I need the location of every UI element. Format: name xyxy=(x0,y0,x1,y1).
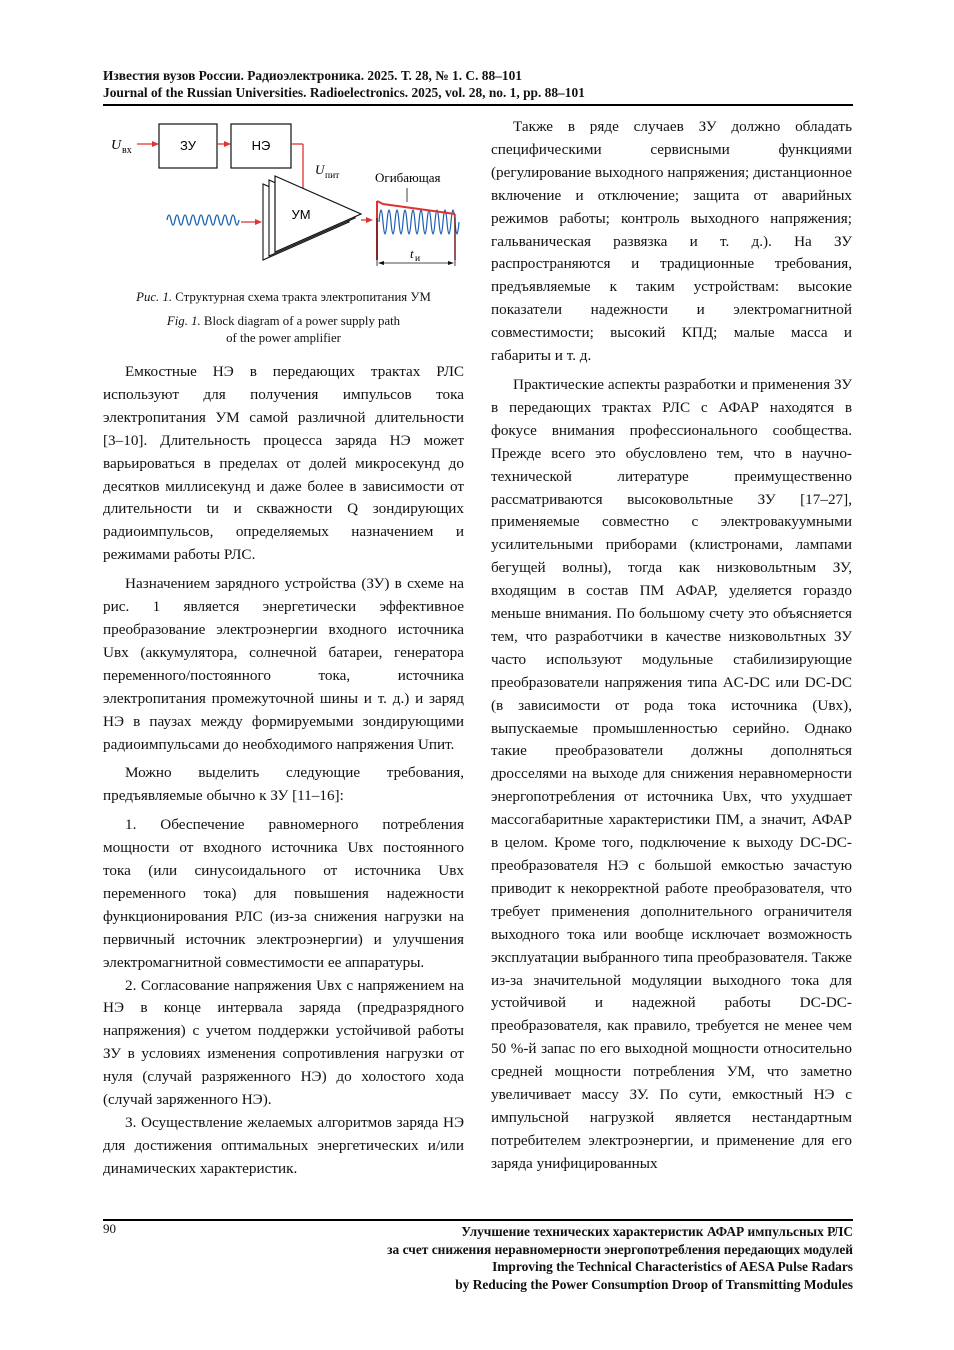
label-envelope: Огибающая xyxy=(375,170,441,185)
svg-text:ЗУ: ЗУ xyxy=(180,138,196,153)
page-number: 90 xyxy=(103,1221,116,1236)
svg-text:УМ: УМ xyxy=(291,207,311,222)
paragraph: 2. Согласование напряжения Uвх с напряжением на НЭ в конце интервала заряда (предразрядного напряжения) с учетом поддержки устойчивой работы ЗУ в условиях изменения сопротивления нагрузки от нуля (случай разряженного НЭ) до холостого хода (случай заряженного НЭ). xyxy=(103,976,464,1109)
label-upit-sub: пит xyxy=(325,171,340,181)
left-column xyxy=(103,361,464,1187)
running-header xyxy=(103,67,853,101)
label-uvx-sub: вх xyxy=(122,145,132,156)
header-en: Journal of the Russian Universities. Radioelectronics. 2025, vol. 28, no. 1, pp. 88–101 xyxy=(103,85,585,100)
footer-rule xyxy=(103,1219,853,1221)
paragraph: 1. Обеспечение равномерного потребления мощности от входного источника Uвх постоянного тока (или синусоидального от источника Uвх переменного тока) для повышения надежности функционирования РЛС (из-за снижения нагрузки на первичный источник электроэнергии) и улучшения электромагнитной совместимости ее аппаратуры. xyxy=(103,816,464,971)
paragraph: Практические аспекты разработки и применения ЗУ в передающих трактах РЛС с АФАР находятся в фокусе внимания профессионального сообщества. Прежде всего это обусловлено тем, что в научно-технической литературе преимущественно рассматриваются высоковольтные ЗУ [17–27], применяемые совместно с электровакуумными усилительными приборами (клистронами, лампами бегущей волны), тогда как низковольтным ЗУ, входящим в состав ПМ АФАР, уделяется гораздо меньше внимания. По большому счету это объясняется тем, что разработчики в качестве низковольтных ЗУ часто используют модульные стабилизирующие преобразователи напряжения типа AC-DC или DC-DC (в зависимости от рода тока источника (Uвх), выпускаемые промышленностью серийно. Однако такие преобразователи должны дополняться дросселями на выходе для снижения неравномерности энергопотребления от источника Uвх, что ухудшает массогабаритные характеристики ПМ, а значит, АФАР в целом. Кроме того, подключение к выходу DC-DC-преобразователя НЭ с большой емкостью зачастую приводит к некорректной работе преобразователя, что требует применения дополнительного ограничителя выходного тока или вообще исключает возможность эксплуатации выбранного типа преобразователя. Также из-за значительной модуляции выходного тока для устойчивой и надежной работы DC-DC-преобразователя, как правило, требуется не менее чем 50 %-й запас по его выходной мощности относительно средней мощности потребления УМ, что заметно увеличивает массу ЗУ. По сути, емкостный НЭ с импульсной нагрузкой является нестандартным потребителем электроэнергии, и применение для его заряда унифицированных xyxy=(491,375,852,1172)
label-ti: t xyxy=(410,246,414,261)
header-ru: Известия вузов России. Радиоэлектроника. 2025. Т. 28, № 1. С. 88–101 xyxy=(103,68,522,83)
footer-title-ru-2: за счет снижения неравномерности энергопотребления передающих модулей xyxy=(387,1241,853,1257)
paragraph: Также в ряде случаев ЗУ должно обладать специфическими сервисными функциями (регулирование выходного напряжения; дистанционное включение и отключение; защита от аварийных режимов работы; контроль выходного напряжения; гальваническая развязка и т. д.). На ЗУ распространяются и традиционные требования, предъявляемые к таким устройствам: высокие показатели надежности и электромагнитной совместимости; высокий КПД; малые масса и габариты и т. д. xyxy=(491,118,852,365)
label-uvx: U xyxy=(111,138,122,153)
label-ti-sub: и xyxy=(415,254,421,264)
block-um xyxy=(275,176,361,252)
footer-title-en-1: Improving the Technical Characteristics of AESA Pulse Radars xyxy=(492,1259,853,1275)
paragraph: Емкостные НЭ в передающих трактах РЛС используют для получения импульсов тока электропитания УМ самой различной длительности [3–10]. Длительность процесса заряда НЭ может варьироваться в пределах от долей микросекунд до десятков миллисекунд и даже более в зависимости от длительности tи и скважности Q зондирующих радиоимпульсов, определяемых назначением и режимами работы РЛС. xyxy=(103,363,464,564)
figure-caption-en: Fig. 1. Block diagram of a power supply path of the power amplifier xyxy=(166,314,401,345)
footer-title-ru-1: Улучшение технических характеристик АФАР импульсных РЛС xyxy=(461,1224,853,1239)
right-column xyxy=(491,116,852,1182)
footer-title-en-2: by Reducing the Power Consumption Droop of Transmitting Modules xyxy=(455,1276,853,1292)
paragraph: Можно выделить следующие требования, предъявляемые обычно к ЗУ [11–16]: xyxy=(103,764,464,805)
label-upit: U xyxy=(315,162,325,177)
svg-text:НЭ: НЭ xyxy=(251,138,271,153)
figure-block-diagram xyxy=(103,118,464,290)
header-rule xyxy=(103,104,853,106)
input-rf-wave xyxy=(167,215,239,225)
paragraph: Назначением зарядного устройства (ЗУ) в схеме на рис. 1 является энергетически эффективное преобразование электроэнергии входного источника Uвх (аккумулятора, солнечной батареи, генератора переменного/постоянного тока, источника электропитания промежуточной шины и т. д.) и заряд НЭ в паузах между формируемыми зондирующими радиоимпульсами до необходимого напряжения Uпит. xyxy=(103,575,464,753)
envelope-line xyxy=(377,201,455,214)
figure-caption-ru: Рис. 1. Структурная схема тракта электропитания УМ xyxy=(136,290,431,304)
running-footer xyxy=(233,1223,853,1293)
paragraph: 3. Осуществление желаемых алгоритмов заряда НЭ для достижения оптимальных энергетических и/или динамических характеристик. xyxy=(103,1114,464,1177)
